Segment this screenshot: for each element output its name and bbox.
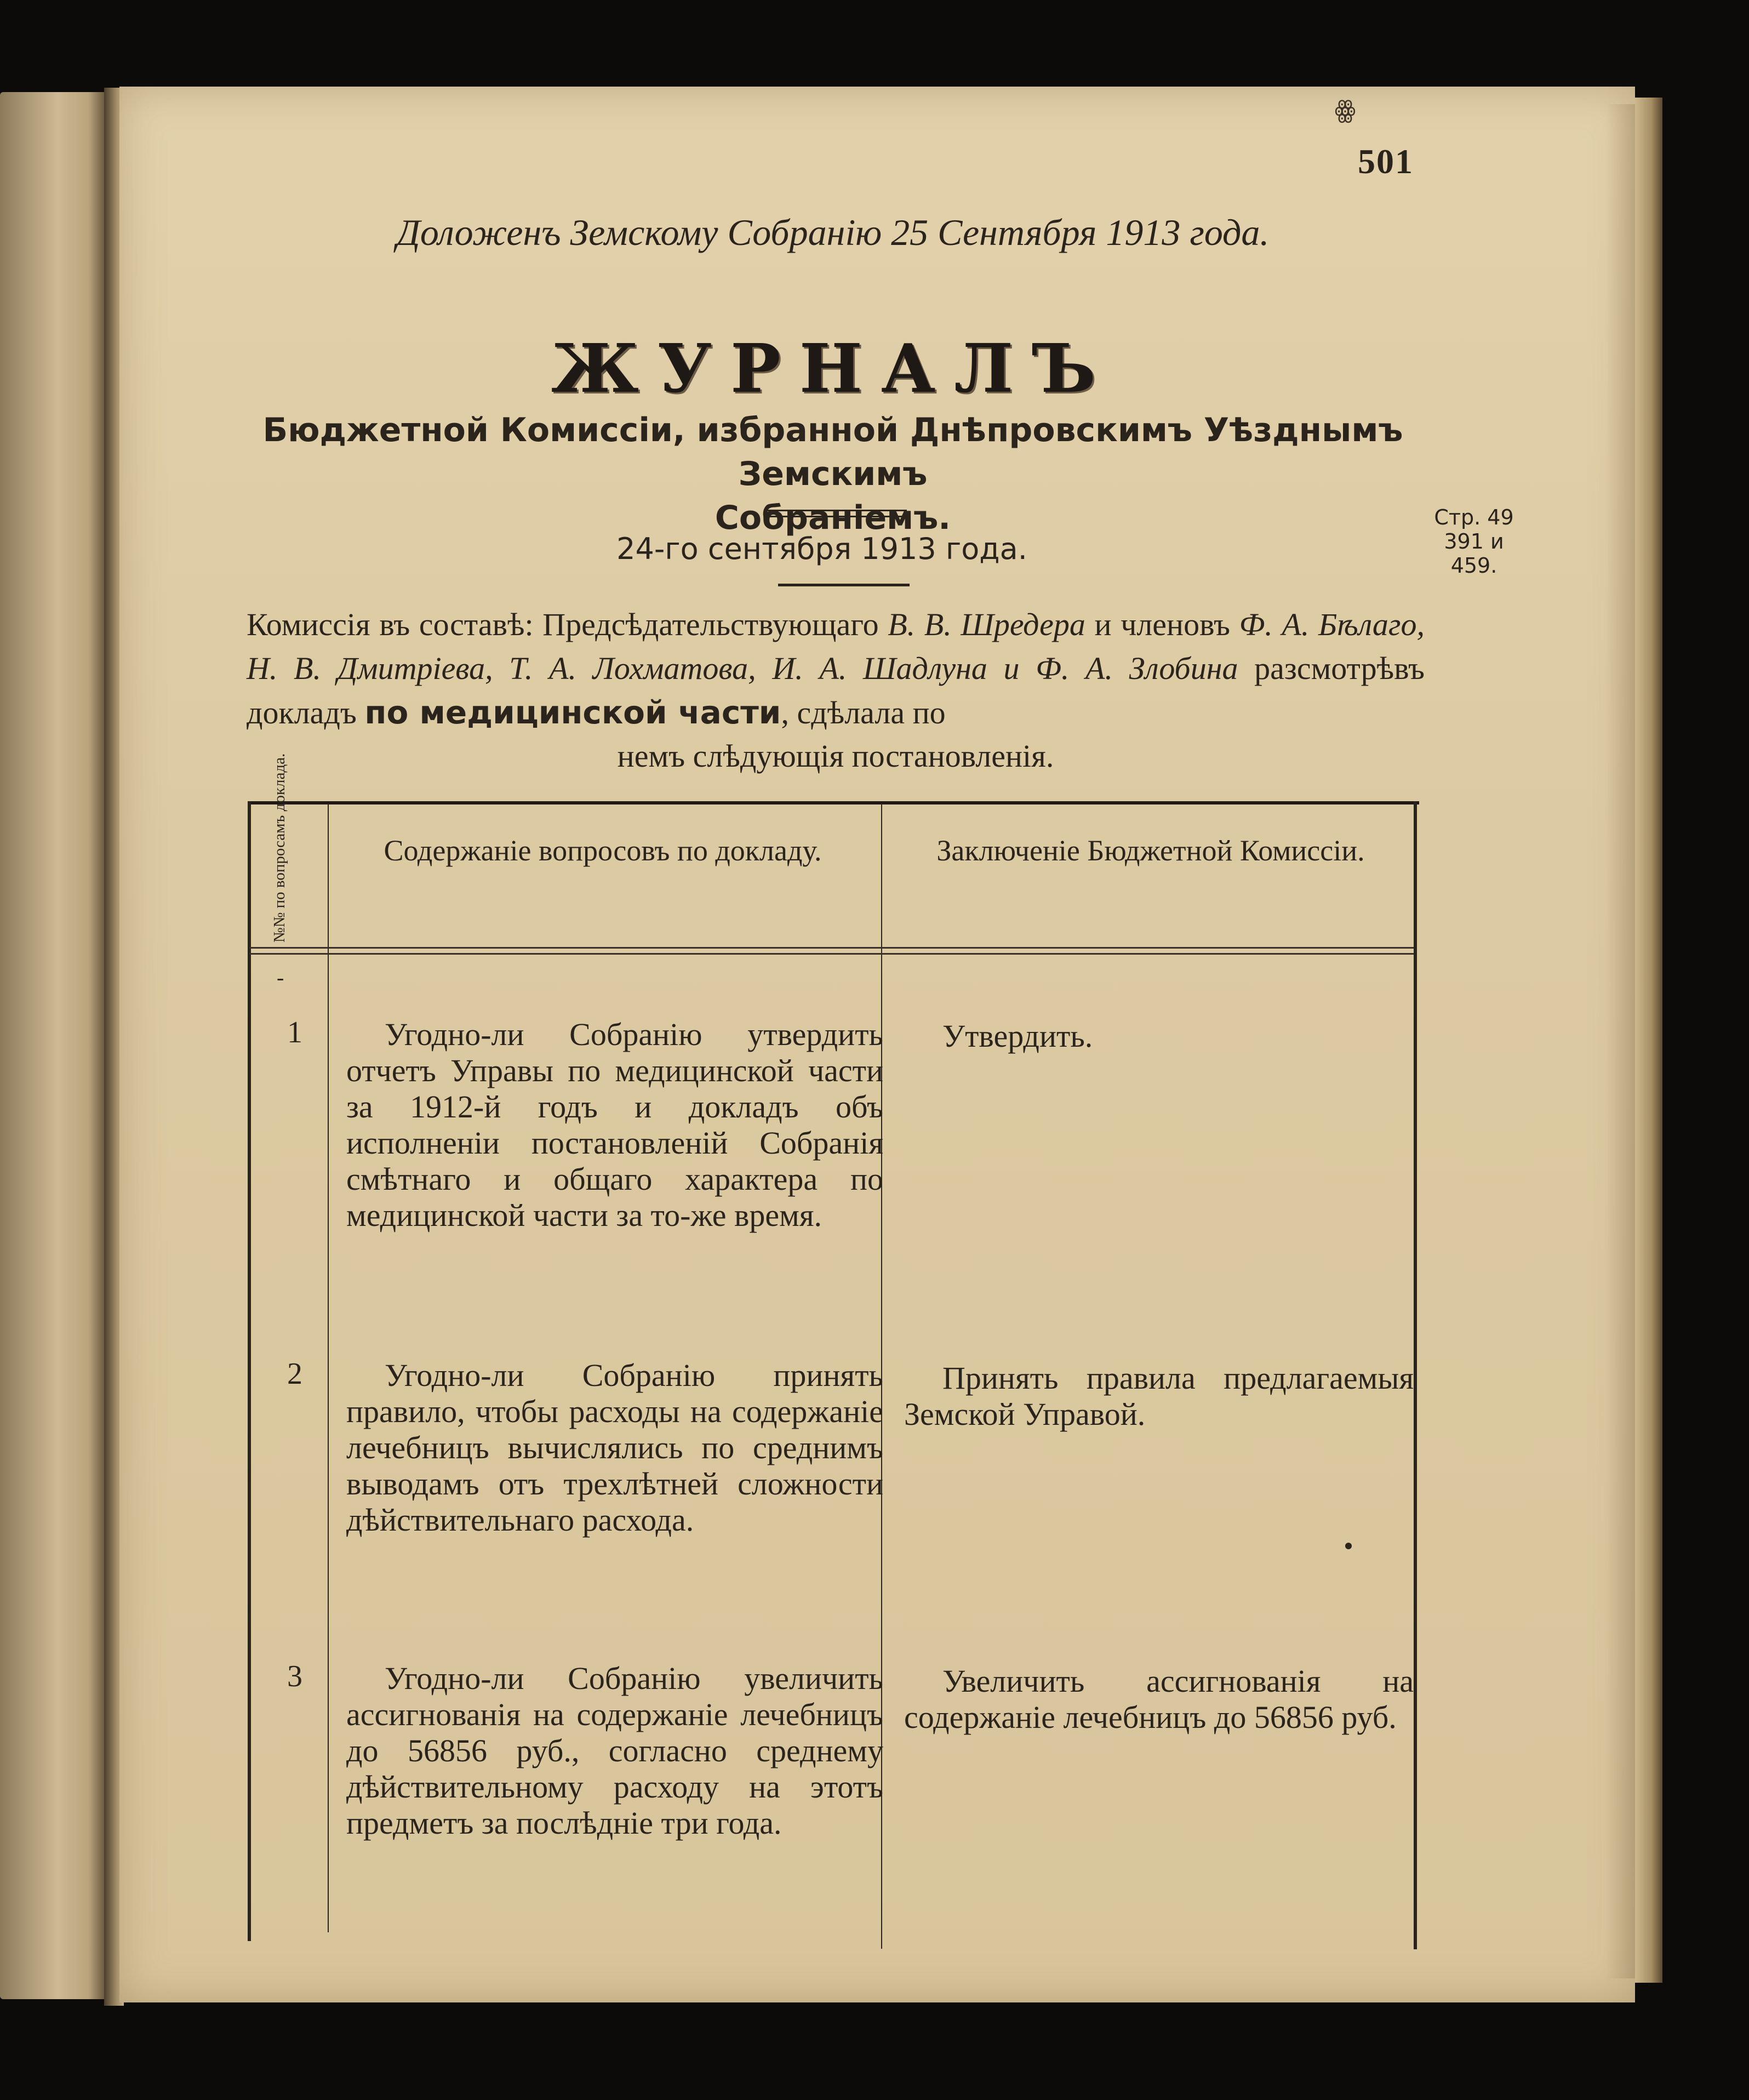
member-names: Ф. А. Бѣлаго, Н. В. Дмитріева, Т. А. Лохматова, И. А. Шадлуна и Ф. А. Злобина [247,607,1425,686]
page-number: 501 [1358,142,1414,181]
table-row-question: Угодно-ли Собранію увеличить ассигнованія на содержаніе лечебницъ до 56856 руб., согласно среднему дѣйствительному расходу на этотъ предметъ за послѣдніе три года. [346,1660,883,1841]
header-conclusion: Заключеніе Бюджетной Комиссіи. [936,834,1365,867]
intro-text: разсмотрѣвъ докладъ [247,650,1425,731]
session-date: 24-го сентября 1913 года. [616,532,1027,566]
table-row-number: 2 [287,1357,302,1391]
margin-note-line: Стр. 49 [1434,505,1514,529]
corner-mark: ꙮ [1334,96,1356,123]
header-question-content: Содержаніе вопросовъ по докладу. [384,834,822,867]
table-row-question: Угодно-ли Собранію утвердить отчетъ Управы по медицинской части за 1912-й годъ и докладъ объ исполненіи постановленій Собранія смѣтнаго и общаго характера по медицинской части за то-же время. [346,1017,883,1233]
table-row-number: 3 [287,1659,302,1693]
page-shadow [1605,104,1638,1978]
table-row-conclusion: Утвердить. [942,1018,1093,1054]
header-question-number [241,753,318,943]
page-subtitle [230,408,1436,540]
table-right-border [1414,801,1417,1949]
intro-text: и членовъ [1085,607,1239,642]
stray-mark: - [277,965,284,990]
subtitle-line-2: Собраніемъ. [715,499,951,537]
table-row-question: Угодно-ли Собранію принять правило, чтобы расходы на содержаніе лечебницъ вычислялись по среднимъ выводамъ отъ трехлѣтней сложности дѣйствительнаго расхода. [346,1357,883,1538]
table-row-conclusion: Увеличить ассигнованія на содержаніе лечебницъ до 56856 руб. [904,1663,1414,1735]
chair-name: В. В. Шредера [888,607,1085,642]
report-topic: по медицинской части [364,694,781,731]
facing-page-edge [0,92,104,1999]
subtitle-line-1: Бюджетной Комиссіи, избранной Днѣпровскимъ Уѣзднымъ Земскимъ [262,411,1403,493]
header-num-text: №№ по вопросамъ доклада. [271,753,288,943]
page-stack-edge [1635,98,1662,1983]
table-row-number: 1 [287,1015,302,1049]
column-divider-num [328,803,329,1932]
margin-note-line: 391 и [1444,529,1504,553]
margin-note-line: 459. [1450,553,1497,578]
table-left-border [248,801,251,1941]
table-header-divider [249,947,1414,955]
intro-paragraph [247,603,1425,735]
margin-note [1419,505,1529,578]
intro-text: Комиссія въ составѣ: Предсѣдательствующаго [247,607,888,642]
intro-last-line: немъ слѣдующія постановленія. [617,738,1054,774]
intro-text: , сдѣлала по [781,695,946,731]
title-divider [764,510,907,517]
table-row-conclusion: Принять правила предлагаемыя Земской Управой. [904,1360,1414,1432]
date-divider [778,584,910,586]
reported-line: Доложенъ Земскому Собранію 25 Сентября 1913 года. [396,212,1270,253]
page-title: ЖУРНАЛЪ [551,329,1115,408]
ink-speck [1345,1543,1352,1549]
table-top-border [249,801,1419,804]
